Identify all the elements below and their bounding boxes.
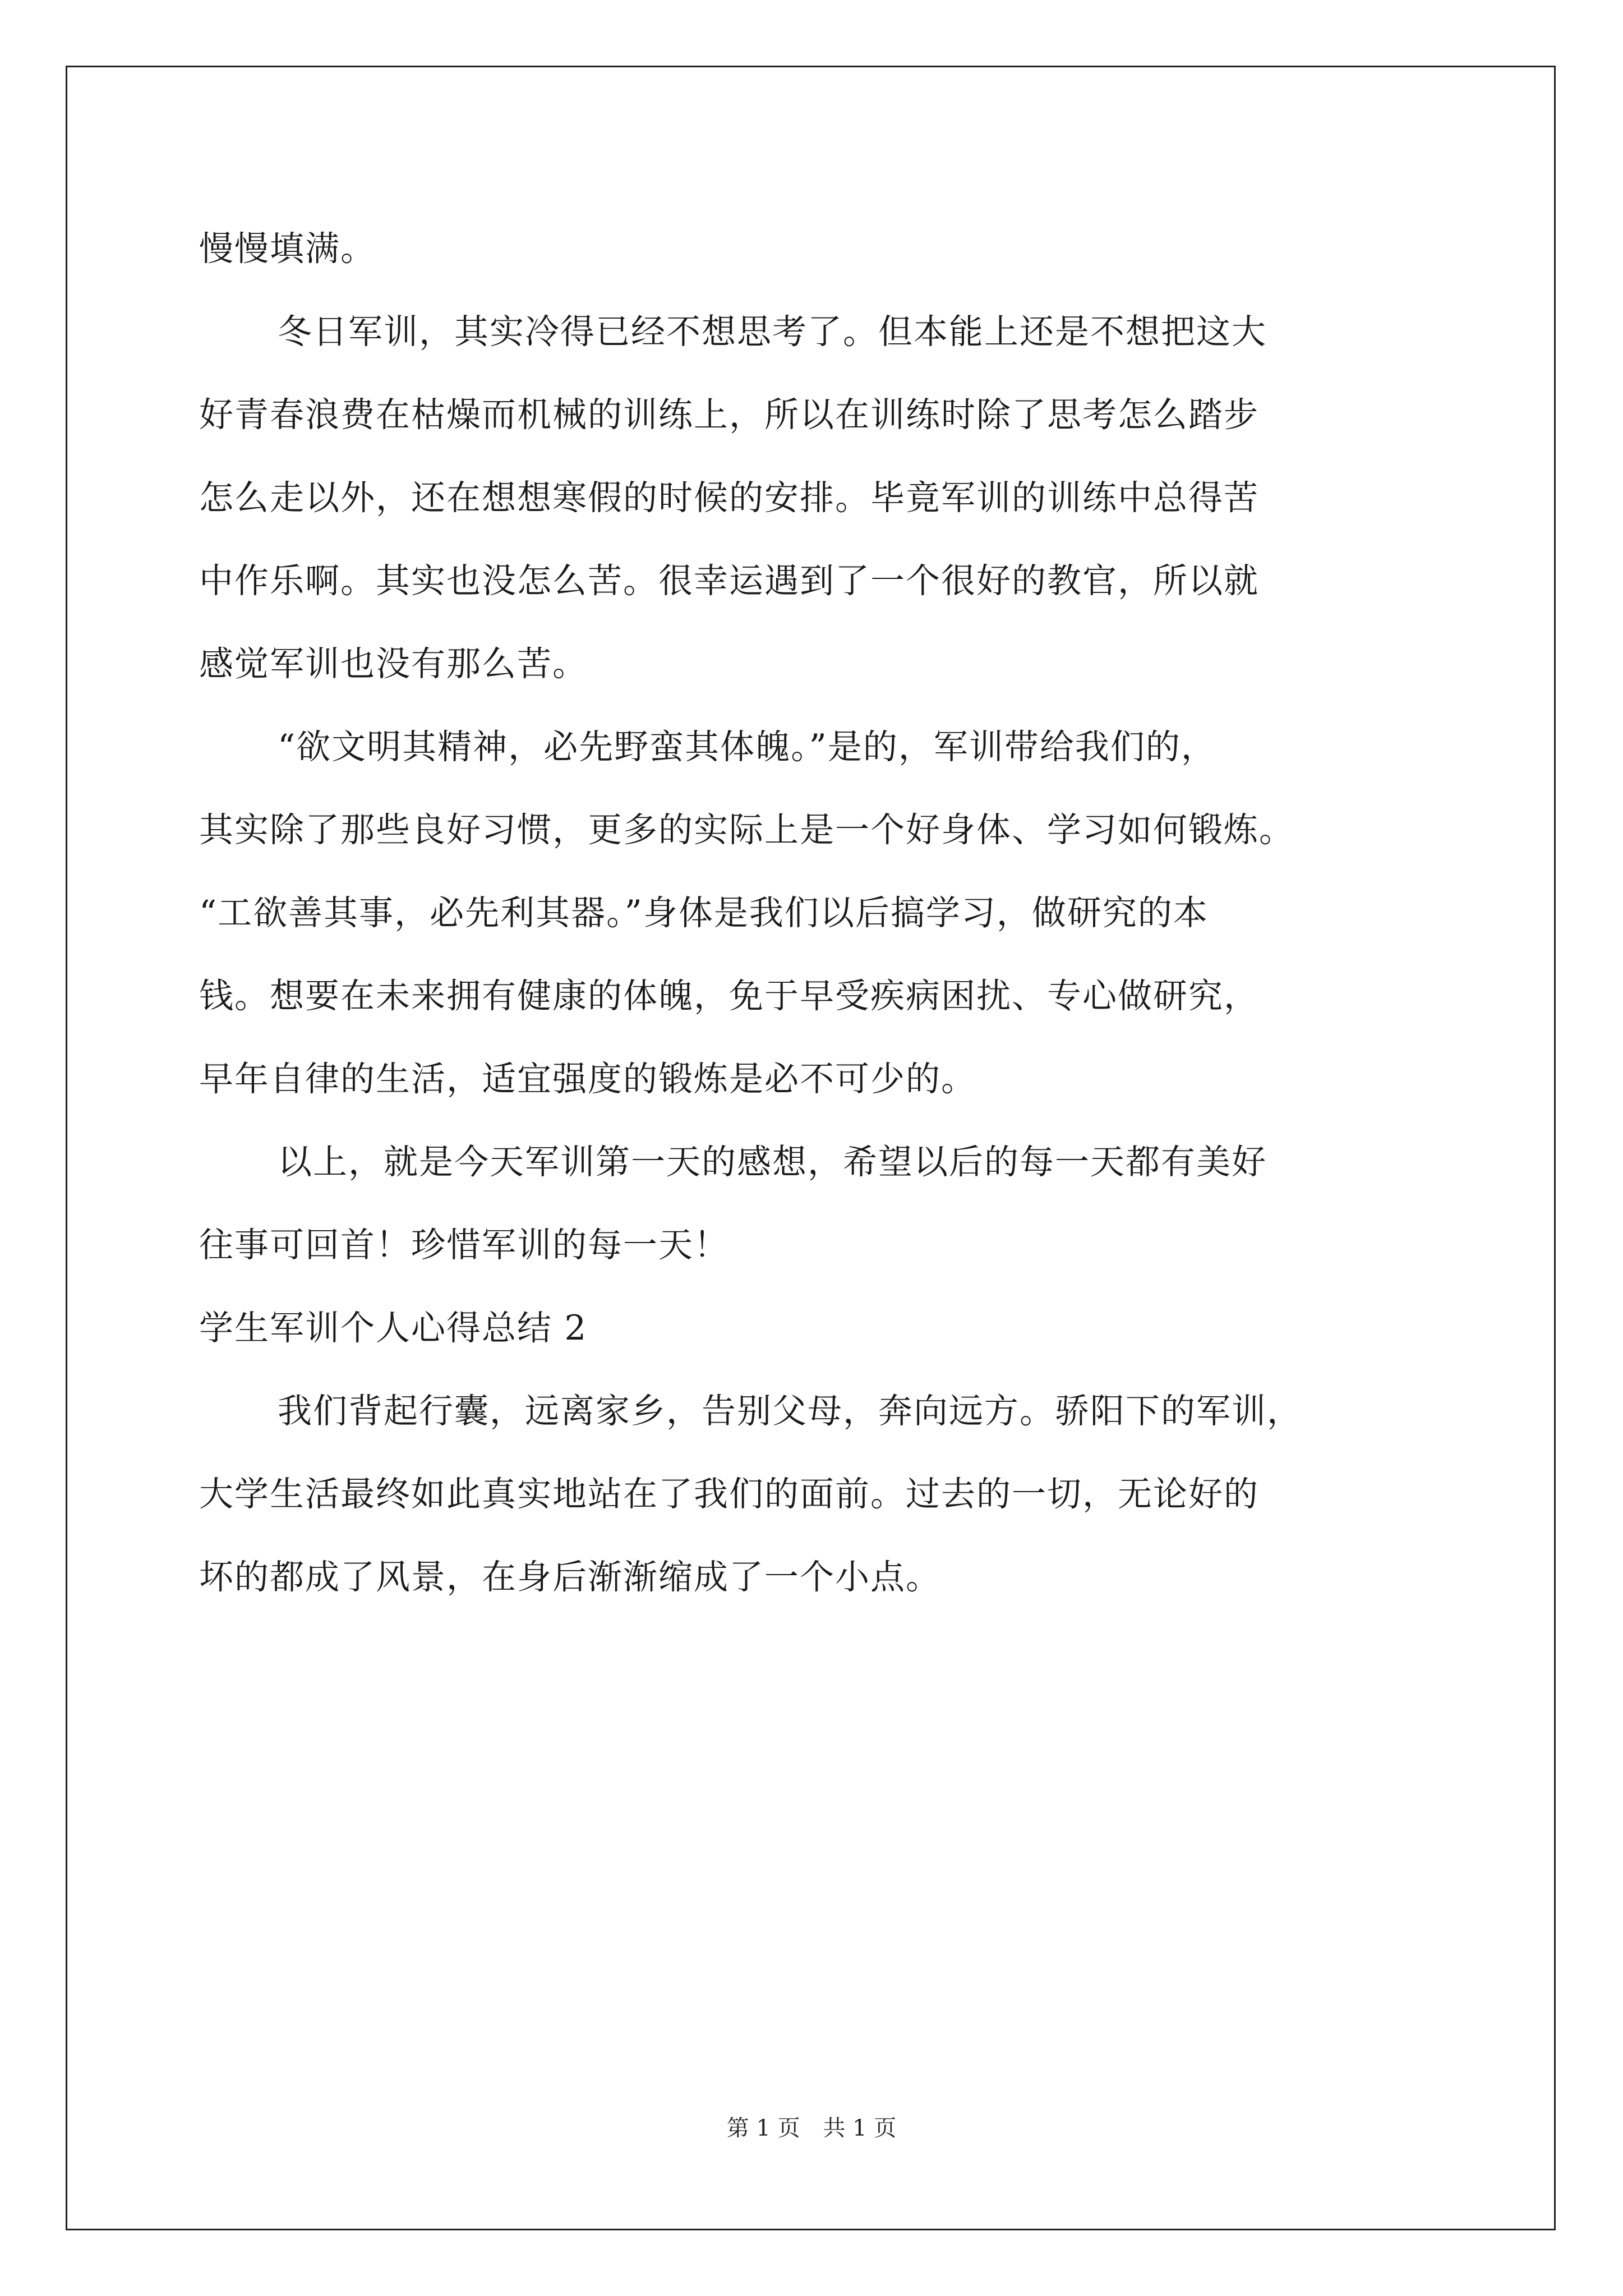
page-number-current: 第 1 页 — [726, 2115, 800, 2141]
text-line: 好青春浪费在枯燥而机械的训练上，所以在训练时除了思考怎么踏步 — [199, 395, 1260, 435]
text-line: 感觉军训也没有那么苦。 — [199, 644, 588, 684]
text-line: 中作乐啊。其实也没怎么苦。很幸运遇到了一个很好的教官，所以就 — [199, 561, 1260, 601]
text-line: 早年自律的生活，适宜强度的锻炼是必不可少的。 — [199, 1059, 977, 1099]
text-line: 慢慢填满。 — [199, 229, 376, 269]
text-line: 其实除了那些良好习惯，更多的实际上是一个好身体、学习如何锻炼。 — [199, 810, 1295, 850]
text-line: 我们背起行囊，远离家乡，告别父母，奔向远方。骄阳下的军训， — [278, 1391, 1303, 1431]
text-line: “工欲善其事，必先利其器。”身体是我们以后搞学习，做研究的本 — [199, 893, 1209, 933]
text-line: 怎么走以外，还在想想寒假的时候的安排。毕竟军训的训练中总得苦 — [199, 478, 1260, 518]
text-line: 冬日军训，其实冷得已经不想思考了。但本能上还是不想把这大 — [278, 312, 1267, 352]
text-line: 坏的都成了风景，在身后渐渐缩成了一个小点。 — [199, 1557, 942, 1597]
page-footer — [0, 2110, 1623, 2142]
text-line: 大学生活最终如此真实地站在了我们的面前。过去的一切，无论好的 — [199, 1474, 1260, 1514]
text-line: “欲文明其精神，必先野蛮其体魄。”是的，军训带给我们的， — [278, 727, 1216, 767]
page-number-total: 共 1 页 — [823, 2115, 897, 2141]
text-line: 以上，就是今天军训第一天的感想，希望以后的每一天都有美好 — [278, 1142, 1267, 1182]
text-line: 钱。想要在未来拥有健康的体魄，免于早受疾病困扰、专心做研究， — [199, 976, 1260, 1016]
text-line: 往事可回首！珍惜军训的每一天！ — [199, 1225, 730, 1265]
document-body — [199, 208, 1455, 1619]
section-heading: 学生军训个人心得总结 2 — [199, 1308, 588, 1348]
